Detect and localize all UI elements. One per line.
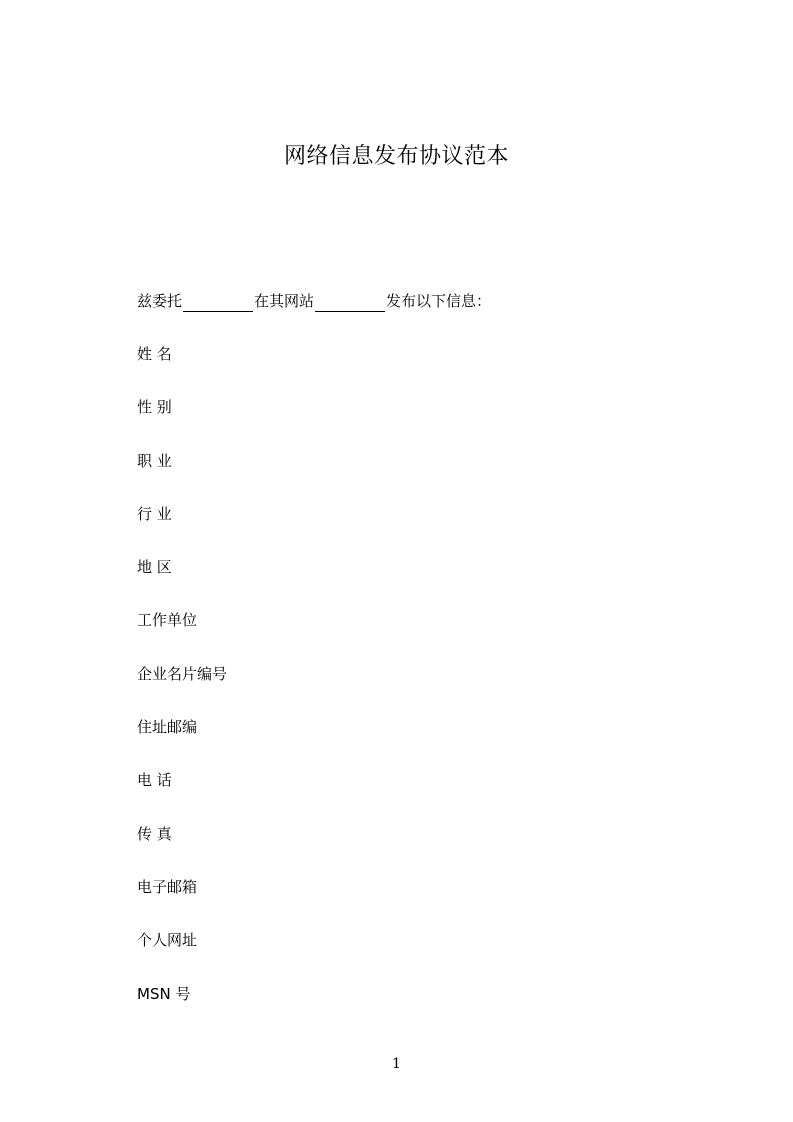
field-list <box>137 343 227 1036</box>
document-title: 网络信息发布协议范本 <box>283 144 509 169</box>
field-gender: 性 别 <box>137 398 172 417</box>
blank-entrusted-party <box>183 296 253 312</box>
field-postcode: 住址邮编 <box>137 718 198 737</box>
field-phone: 电 话 <box>137 771 172 790</box>
field-business-card-number: 企业名片编号 <box>137 664 228 683</box>
blank-website <box>315 296 385 312</box>
intro-part-publish: 发布以下信息： <box>386 292 492 310</box>
field-msn: MSN 号 <box>137 984 191 1003</box>
field-personal-website: 个人网址 <box>137 931 198 950</box>
field-fax: 传 真 <box>137 824 172 843</box>
field-industry: 行 业 <box>137 504 172 523</box>
field-employer: 工作单位 <box>137 611 198 630</box>
intro-part-entrust: 兹委托 <box>137 292 183 310</box>
intro-line <box>137 290 491 312</box>
page-number: 1 <box>392 1056 401 1072</box>
field-email: 电子邮箱 <box>137 877 198 896</box>
field-occupation: 职 业 <box>137 451 172 470</box>
field-region: 地 区 <box>137 558 172 577</box>
field-name: 姓 名 <box>137 345 172 363</box>
intro-part-website: 在其网站 <box>254 292 315 310</box>
